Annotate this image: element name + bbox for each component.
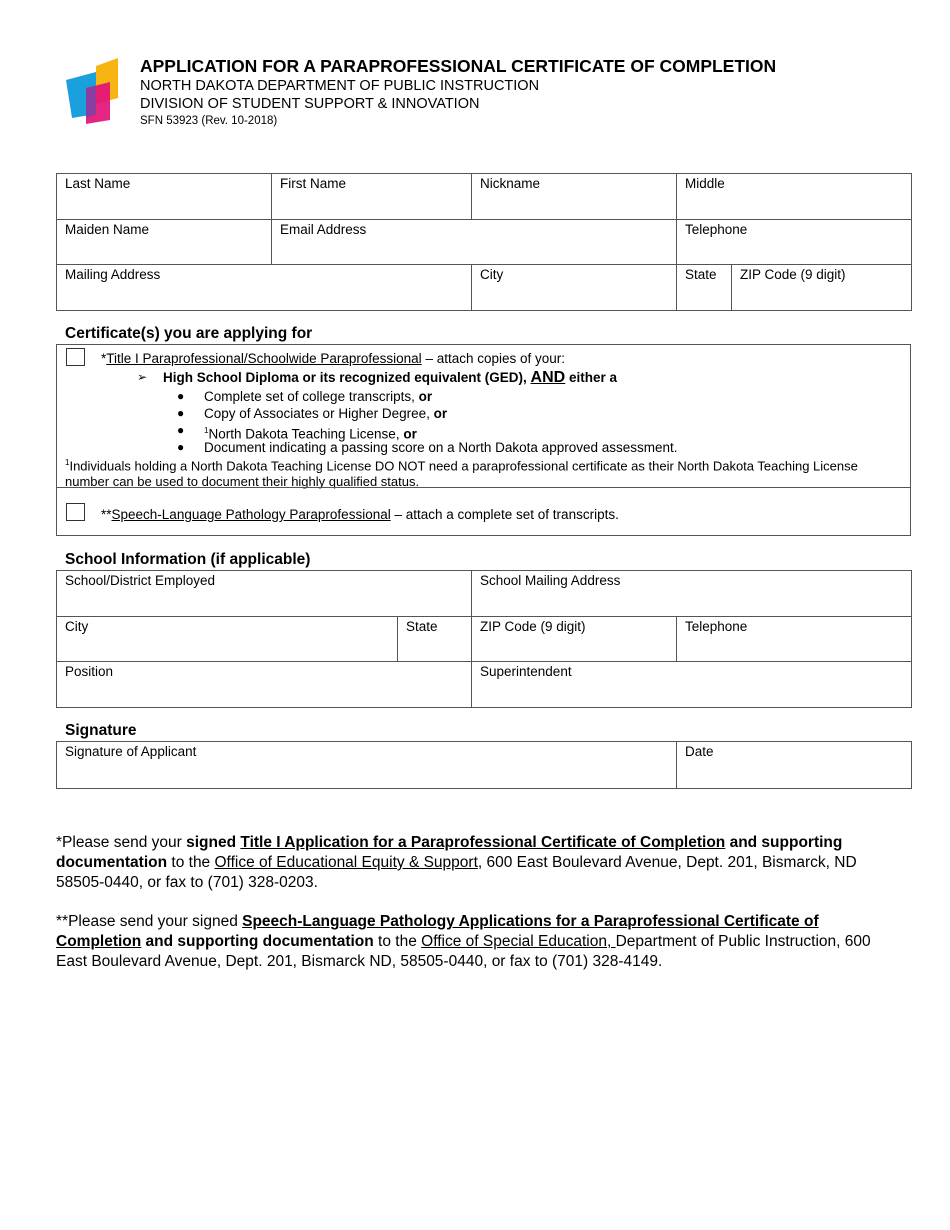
school-telephone-field[interactable] (677, 617, 912, 662)
position-field[interactable] (57, 662, 472, 708)
city-field[interactable] (472, 265, 677, 311)
last-name-label: Last Name (65, 176, 131, 191)
slp-link: Speech-Language Pathology Paraprofessional (111, 507, 391, 522)
telephone-label: Telephone (685, 222, 748, 237)
first-name-label: First Name (280, 176, 347, 191)
license-footnote: $^1$Individuals holding a North Dakota Teaching License DO NOT need a paraprofessional certificate as their North Dakota Teaching License number can be used to document their highly qualified status. (65, 458, 858, 490)
mailing-address-field[interactable] (57, 265, 472, 311)
middle-field[interactable] (677, 174, 912, 220)
title1-link: Title I Paraprofessional/Schoolwide Paraprofessional (106, 351, 422, 366)
maiden-name-label: Maiden Name (65, 222, 150, 237)
date-field[interactable] (677, 742, 912, 789)
date-label: Date (685, 744, 714, 759)
signature-section-title: Signature (65, 722, 137, 739)
division-name: DIVISION OF STUDENT SUPPORT & INNOVATION (140, 96, 480, 112)
bullet-icon: ● (177, 423, 185, 437)
school-telephone-label: Telephone (685, 619, 748, 634)
zip-field[interactable] (732, 265, 912, 311)
title1-instructions: *Please send your signed Title I Application for a Paraprofessional Certificate of Completion and supporting documentation to the Office of Educational Equity & Support, 600 East Boulevard Avenue, Dept. 201, Bismarck, ND 58505-0440, or fax to (701) 328-0203. (56, 834, 857, 891)
state-field[interactable] (677, 265, 732, 311)
bullet-icon: ● (177, 440, 185, 454)
form-title: APPLICATION FOR A PARAPROFESSIONAL CERTIFICATE OF COMPLETION (140, 56, 777, 76)
school-state-field[interactable] (398, 617, 472, 662)
certificates-section-title: Certificate(s) you are applying for (65, 325, 313, 342)
ndpi-logo (66, 58, 120, 126)
first-name-field[interactable] (272, 174, 472, 220)
school-city-label: City (65, 619, 89, 634)
title1-option: *Title I Paraprofessional/Schoolwide Paraprofessional – attach copies of your: (101, 351, 566, 366)
nickname-label: Nickname (480, 176, 541, 191)
school-city-field[interactable] (57, 617, 398, 662)
bullet-item-license: $^1$North Dakota Teaching License, or (204, 426, 417, 442)
school-zip-label: ZIP Code (9 digit) (480, 619, 586, 634)
bullet-icon: ● (177, 406, 185, 420)
telephone-field[interactable] (677, 220, 912, 265)
diploma-requirement: High School Diploma or its recognized equivalent (GED), AND either a (163, 369, 617, 386)
school-zip-field[interactable] (472, 617, 677, 662)
maiden-name-field[interactable] (57, 220, 272, 265)
title1-checkbox[interactable] (66, 348, 85, 366)
slp-option: **Speech-Language Pathology Paraprofessional – attach a complete set of transcripts. (101, 507, 619, 522)
school-state-label: State (406, 619, 438, 634)
form-number: SFN 53923 (Rev. 10-2018) (140, 115, 278, 127)
certificates-box (56, 344, 911, 536)
signature-table (56, 741, 912, 789)
bullet-item-transcripts: Complete set of college transcripts, or (204, 389, 433, 404)
school-mailing-address-label: School Mailing Address (480, 573, 621, 588)
mailing-address-label: Mailing Address (65, 267, 161, 282)
zip-label: ZIP Code (9 digit) (740, 267, 846, 282)
department-name: NORTH DAKOTA DEPARTMENT OF PUBLIC INSTRUCTION (140, 78, 540, 94)
superintendent-field[interactable] (472, 662, 912, 708)
personal-info-table (56, 173, 912, 311)
slp-checkbox[interactable] (66, 503, 85, 521)
city-label: City (480, 267, 504, 282)
signature-field[interactable] (57, 742, 677, 789)
nickname-field[interactable] (472, 174, 677, 220)
slp-instructions: **Please send your signed Speech-Language Pathology Applications for a Paraprofessional Certificate of Completion and supporting documentation to the Office of Special Education, Department of Public Instruction, 600 East Boulevard Avenue, Dept. 201, Bismarck ND, 58505-0440, or fax to (701) 328-4149. (56, 913, 871, 970)
state-label: State (685, 267, 717, 282)
school-employed-label: School/District Employed (65, 573, 216, 588)
school-employed-field[interactable] (57, 571, 472, 617)
signature-label: Signature of Applicant (65, 744, 197, 759)
arrow-bullet-icon: ➢ (137, 370, 148, 384)
position-label: Position (65, 664, 114, 679)
superintendent-label: Superintendent (480, 664, 572, 679)
last-name-field[interactable] (57, 174, 272, 220)
divider (57, 487, 910, 488)
email-label: Email Address (280, 222, 367, 237)
form-header (66, 56, 926, 136)
bullet-item-degree: Copy of Associates or Higher Degree, or (204, 406, 448, 421)
bullet-icon: ● (177, 389, 185, 403)
bullet-item-assessment: Document indicating a passing score on a North Dakota approved assessment. (204, 440, 678, 455)
middle-label: Middle (685, 176, 725, 191)
school-mailing-address-field[interactable] (472, 571, 912, 617)
school-section-title: School Information (if applicable) (65, 551, 311, 568)
school-info-table (56, 570, 912, 708)
email-field[interactable] (272, 220, 677, 265)
